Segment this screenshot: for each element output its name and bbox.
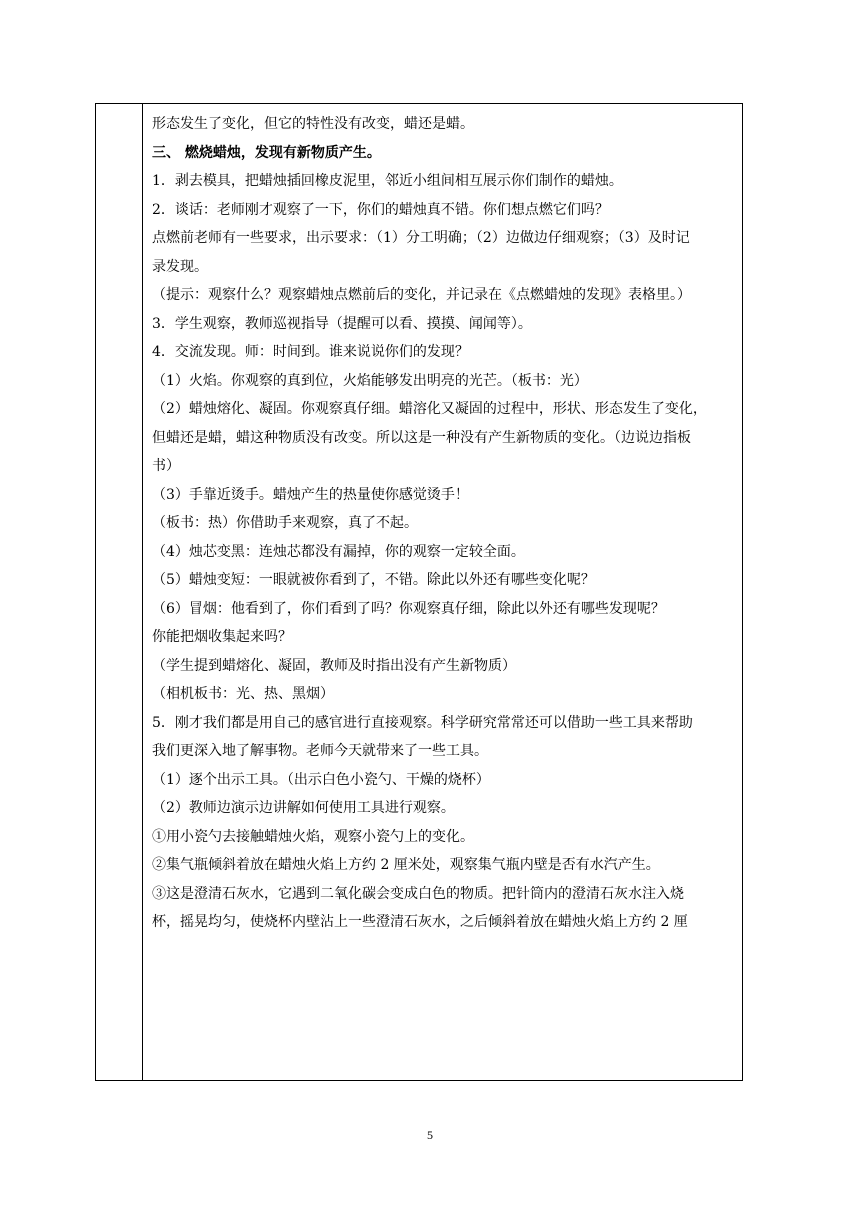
- text-line: （2）蜡烛熔化、凝固。你观察真仔细。蜡溶化又凝固的过程中，形状、形态发生了变化，: [152, 401, 707, 417]
- text-line: ②集气瓶倾斜着放在蜡烛火焰上方约 2 厘米处，观察集气瓶内壁是否有水汽产生。: [152, 857, 660, 873]
- column-divider: [142, 104, 143, 1080]
- text-line: 1．剥去模具，把蜡烛插回橡皮泥里，邻近小组间相互展示你们制作的蜡烛。: [152, 173, 623, 189]
- text-line: 书）: [152, 458, 180, 474]
- text-line: 3．学生观察，教师巡视指导（提醒可以看、摸摸、闻闻等）。: [152, 315, 532, 332]
- text-line: 杯，摇晃均匀，使烧杯内壁沾上一些澄清石灰水，之后倾斜着放在蜡烛火焰上方约 2 厘: [152, 914, 688, 930]
- text-line: 形态发生了变化，但它的特性没有改变，蜡还是蜡。: [152, 116, 474, 132]
- text-line: 5．刚才我们都是用自己的感官进行直接观察。科学研究常常还可以借助一些工具来帮助: [152, 714, 693, 731]
- text-line: 点燃前老师有一些要求，出示要求：（1）分工明确；（2）边做边仔细观察；（3）及时记: [152, 230, 690, 246]
- text-line: ③这是澄清石灰水，它遇到二氧化碳会变成白色的物质。把针筒内的澄清石灰水注入烧: [152, 885, 684, 902]
- text-line: 我们更深入地了解事物。老师今天就带来了一些工具。: [152, 743, 488, 759]
- text-line: （5）蜡烛变短：一眼就被你看到了，不错。除此以外还有哪些变化呢？: [152, 572, 595, 588]
- text-line: （1）逐个出示工具。（出示白色小瓷勺、干燥的烧杯）: [152, 771, 490, 788]
- text-line: （提示：观察什么？观察蜡烛点燃前后的变化，并记录在《点燃蜡烛的发现》表格里。）: [152, 287, 691, 303]
- text-line: 你能把烟收集起来吗？: [152, 629, 292, 645]
- lesson-table: [95, 103, 743, 1081]
- text-line: 2．谈话：老师刚才观察了一下，你们的蜡烛真不错。你们想点燃它们吗？: [152, 201, 609, 218]
- section-heading: 三、 燃烧蜡烛，发现有新物质产生。: [152, 144, 381, 161]
- lesson-content-cell: [152, 110, 739, 937]
- text-line: 4．交流发现。师：时间到。谁来说说你们的发现？: [152, 344, 469, 360]
- text-line: 录发现。: [152, 258, 208, 275]
- text-line: （4）烛芯变黑：连烛芯都没有漏掉，你的观察一定较全面。: [152, 543, 525, 560]
- text-line: （相机板书：光、热、黑烟）: [152, 686, 334, 702]
- text-line: ①用小瓷勺去接触蜡烛火焰，观察小瓷勺上的变化。: [152, 828, 474, 845]
- text-line: 但蜡还是蜡，蜡这种物质没有改变。所以这是一种没有产生新物质的变化。（边说边指板: [152, 429, 691, 446]
- text-line: （3）手靠近烫手。蜡烛产生的热量使你感觉烫手！: [152, 486, 469, 503]
- text-line: （6）冒烟：他看到了，你们看到了吗？你观察真仔细，除此以外还有哪些发现呢？: [152, 600, 665, 617]
- text-line: （学生提到蜡熔化、凝固，教师及时指出没有产生新物质）: [152, 657, 516, 674]
- text-line: （板书：热）你借助手来观察，真了不起。: [152, 515, 418, 531]
- text-line: （2）教师边演示边讲解如何使用工具进行观察。: [152, 800, 455, 816]
- page-number: 5: [427, 1128, 433, 1142]
- text-line: （1）火焰。你观察的真到位，火焰能够发出明亮的光芒。（板书：光）: [152, 372, 588, 389]
